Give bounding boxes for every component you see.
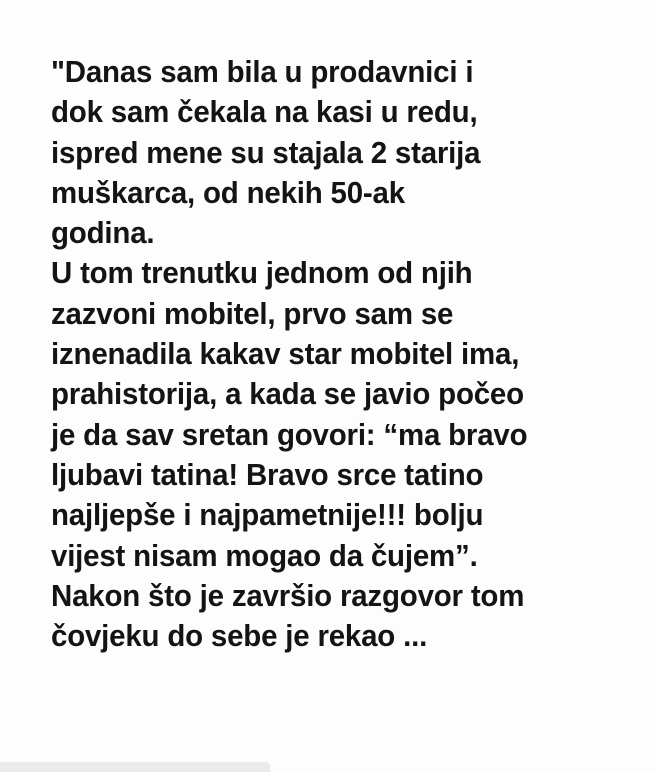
post-text-line: zazvoni mobitel, prvo sam se <box>51 295 454 331</box>
post-text-line: godina. <box>51 215 155 251</box>
post-text <box>51 52 641 656</box>
post-text-line: ispred mene su stajala 2 starija <box>51 134 481 170</box>
post-text-line: "Danas sam bila u prodavnici i <box>51 54 474 89</box>
post-text-line: vijest nisam mogao da čujem”. <box>51 537 478 573</box>
post-text-line: dok sam čekala na kasi u redu, <box>51 94 478 130</box>
post-text-line: muškarca, od nekih 50-ak <box>51 174 405 210</box>
post-text-line: iznenadila kakav star mobitel ima, <box>51 336 520 372</box>
post-text-line: čovjeku do sebe je rekao ... <box>51 618 428 654</box>
post-text-line: najljepše i najpametnije!!! bolju <box>51 497 484 533</box>
post-text-line: ljubavi tatina! Bravo srce tatino <box>51 456 484 492</box>
post-text-line: U tom trenutku jednom od njih <box>51 255 473 291</box>
post-text-line: Nakon što je završio razgovor tom <box>51 577 525 613</box>
bottom-bar <box>0 762 270 772</box>
post-text-line: je da sav sretan govori: “ma bravo <box>51 416 528 452</box>
post-text-line: prahistorija, a kada se javio počeo <box>51 376 524 412</box>
